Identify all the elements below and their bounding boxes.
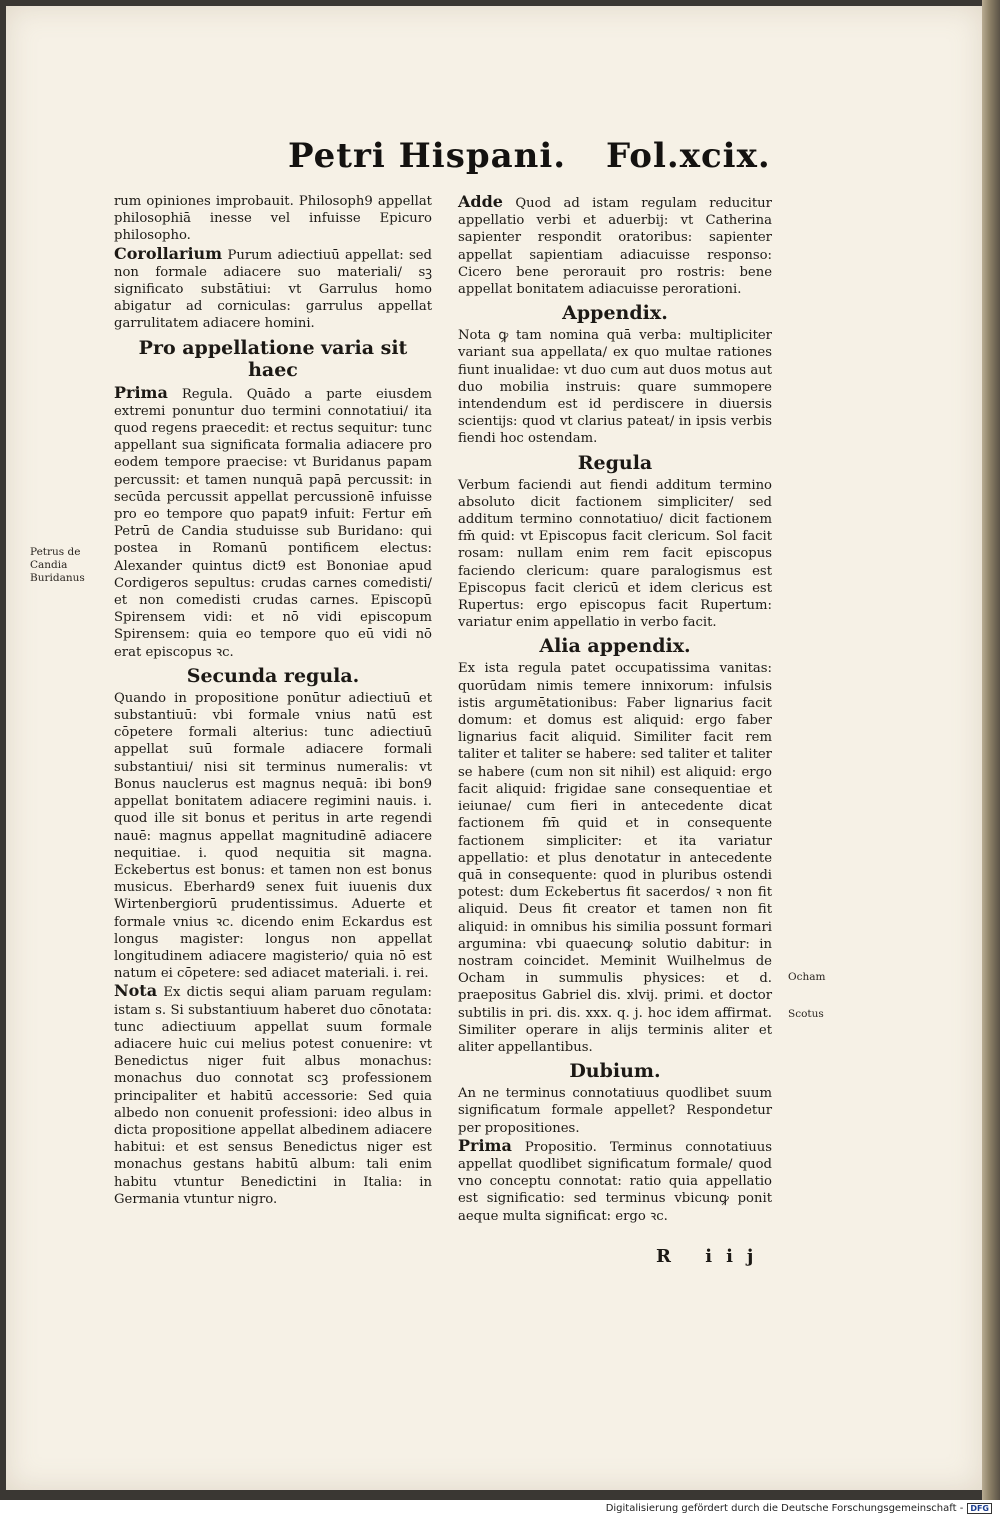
paragraph: [458, 193, 772, 298]
section-heading: [458, 635, 772, 657]
section-heading: [458, 452, 772, 474]
paragraph-text: An ne terminus connotatiuus quodlibet suum significatum formale appellet? Respondetur per propositiones.: [458, 1086, 772, 1136]
book-edge: [982, 0, 1000, 1500]
paragraph: [458, 1085, 772, 1137]
signature-mark: R iij: [656, 1246, 768, 1267]
paragraph: [458, 1137, 772, 1225]
paragraph-text: Quando in propositione ponūtur adiectiuū et substantiuū: vbi formale vnius natū est cōpetere formali alterius: tunc adiectiuū appellat suū formale adiacere formali substantiui/ nisi sit terminus numeralis: vt Bonus nauclerus est magnus nequā: ibi bon9 appellat bonitatem adiacere regimini nauis. i. quod ille sit bonus et peritus in arte regendi nauē: magnus appellat magnitudinē adiacere nequitiae. i. quod nequitia sit magna. Eckebertus est bonus: et tamen non est bonus musicus. Eberhard9 senex fuit iuuenis dux Wirtenbergiorū prudentissimus. Aduerte et formale vnius ꝛc. dicendo enim Eckardus est longus magister: longus non appellat longitudinem adiacere magisterio/ quia nō est natum ei cōpetere: sed adiacet materiali. i. rei.: [114, 690, 432, 982]
section-heading: [458, 1060, 772, 1082]
paragraph-text: Ex dictis sequi aliam paruam regulam: istam s. Si substantiuum haberet duo cōnotata: tunc adiectiuum appellat suum formale adiacere huic cui melius potest conuenire: vt Benedictus niger fuit albus monachus: monachus duo connotat scꝫ professionem principaliter et habitū accessorie: Sed quia albedo non conuenit professioni: ideo albus in dicta propositione appellat albedinem adiacere habitui: et est sensus Benedictus niger est monachus gestans habitū album: tali enim habitu vtuntur Benedictini in Italia: in Germania vtuntur nigro.: [114, 985, 432, 1207]
right-text-column: [458, 193, 772, 1225]
heading-text: Secunda regula.: [186, 664, 360, 687]
heading-text: Alia appendix.: [539, 635, 691, 658]
section-heading: [114, 337, 432, 381]
margin-note-left: Petrus de Candia Buridanus: [30, 546, 85, 584]
dfg-logo: DFG: [967, 1503, 992, 1514]
paragraph-lead-word: Prima: [458, 1135, 512, 1155]
paragraph: [114, 245, 432, 333]
footer-credit: [606, 1503, 992, 1514]
paragraph: [114, 690, 432, 982]
paragraph: [458, 327, 772, 447]
section-heading: [114, 665, 432, 687]
running-title: Petri Hispani.: [288, 136, 567, 176]
left-text-column: [114, 193, 432, 1208]
paragraph: [458, 660, 772, 1056]
folio-number: Fol.xcix.: [606, 136, 771, 176]
paragraph-text: rum opiniones improbauit. Philosoph9 appellat philosophiā inesse vel infuisse Epicuro philosopho.: [114, 194, 432, 244]
book-page: [6, 6, 982, 1490]
heading-text: Appendix.: [562, 302, 668, 325]
paragraph-text: Verbum faciendi aut fiendi additum termino absoluto dicit factionem simpliciter/ sed additum termino connotatiuo/ dicit factionem fm̄ quid: vt Episcopus facit clericum. Sol facit rosam: nullam enim rem facit episcopus faciendo clericum: quare paralogismus est Episcopus facit clericū et idem clericus est Rupertus: ergo episcopus facit Rupertum: variatur enim appellatio in verbo facit.: [458, 477, 772, 631]
paragraph-lead-word: Adde: [458, 192, 503, 211]
paragraph-text: Nota ꝙ tam nomina quā verba: multipliciter variant sua appellata/ ex quo multae rationes fiunt inualidae: vt duo cum aut duos motus aut duo mobilia instruis: quare summopere intendendum est id perdiscere in diuersis scientijs: quod vt clarius pateat/ in ipsis verbis fiendi hoc ostendam.: [458, 328, 772, 447]
paragraph-lead-word: Nota: [114, 981, 158, 1001]
paragraph-text: Propositio. Terminus connotatiuus appellat quodlibet significatum formale/ quod vno conceptu connotat: ratio quia appellatio est significatio: sed terminus vbicunꝙ ponit aeque multa significat: ergo ꝛc.: [458, 1139, 772, 1224]
heading-text: Pro appellatione varia sit haec: [138, 336, 408, 381]
heading-text: Dubium.: [569, 1060, 661, 1083]
section-heading: [458, 302, 772, 324]
paragraph: [114, 193, 432, 245]
paragraph-text: Regula. Quādo a parte eiusdem extremi ponuntur duo termini connotatiui/ ita quod regens praecedit: et rectus sequitur: tunc appellant sua significata formalia adiacere pro eodem tempore praecise: vt Buridanus papam percussit: et tamen nunquā papā percussit: in secūda percussit appellat percussionē infuisse pro eo tempore quo papat9 infuit: Fertur em̄ Petrū de Candia studuisse sub Buridano: qui postea in Romanū pontificem electus: Alexander quintus dict9 est Bononiae apud Cordigeros sepultus: crudas carnes comedisti/ et non comedisti crudas carnes. Episcopū Spirensem vidi: et nō vidi episcopum Spirensem: quia eo tempore quo eū vidi nō erat episcopus ꝛc.: [114, 386, 432, 660]
paragraph: [114, 384, 432, 661]
paragraph-lead-word: Corollarium: [114, 243, 223, 263]
margin-note-ocham: Ocham: [788, 971, 826, 983]
paragraph-text: Quod ad istam regulam reducitur appellatio verbi et aduerbij: vt Catherina sapienter respondit oratoribus: sapienter appellat sapientiam adiacuisse responso: Cicero bene perorauit pro rostris: bene appellat bonitatem adiacuisse perorationi.: [458, 196, 772, 298]
paragraph-text: Ex ista regula patet occupatissima vanitas: quorūdam nimis temere innixorum: infulsis istis argumētationibus: Faber lignarius facit domum: et domus est aliquid: ergo faber lignarius facit aliquid. Similiter facit rem taliter et taliter se habere: sed taliter et taliter se habere (cum non sit nihil) est aliquid: ergo facit aliquid: frigidae sane consequentiae et ieiunae/ cum fieri in antecedente dicat factionem fm̄ quid et in consequente factionem simpliciter: et ita variatur appellatio: et plus denotatur in antecedente quā in consequente: quod in pluribus ostendi potest: dum Eckebertus fit sacerdos/ ꝛ non fit aliquid. Deus fit creator et tamen non fit aliquid: in omnibus his similia possunt formari argumina: vbi quaecunꝙ solutio dabitur: in nostram coincidet. Meminit Wuilhelmus de Ocham in summulis physices: et d. praepositus Gabriel dis. xlvij. primi. et doctor subtilis in pri. dis. xxx. q. j. hoc idem affirmat. Similiter operare in alijs terminis aliter et aliter appellantibus.: [458, 661, 772, 1055]
paragraph-lead-word: Prima: [114, 382, 168, 402]
paragraph-text: Purum adiectiuū appellat: sed non formale adiacere suo materiali/ sꝫ significato substātiui: vt Garrulus homo abigatur ad corniculas: garrulus appellat garrulitatem adiacere homini.: [114, 247, 432, 332]
paragraph: [114, 982, 432, 1208]
heading-text: Regula: [577, 451, 653, 474]
margin-note-scotus: Scotus: [788, 1008, 824, 1020]
footer-text: Digitalisierung gefördert durch die Deutsche Forschungsgemeinschaft -: [605, 1503, 964, 1514]
paragraph: [458, 477, 772, 632]
